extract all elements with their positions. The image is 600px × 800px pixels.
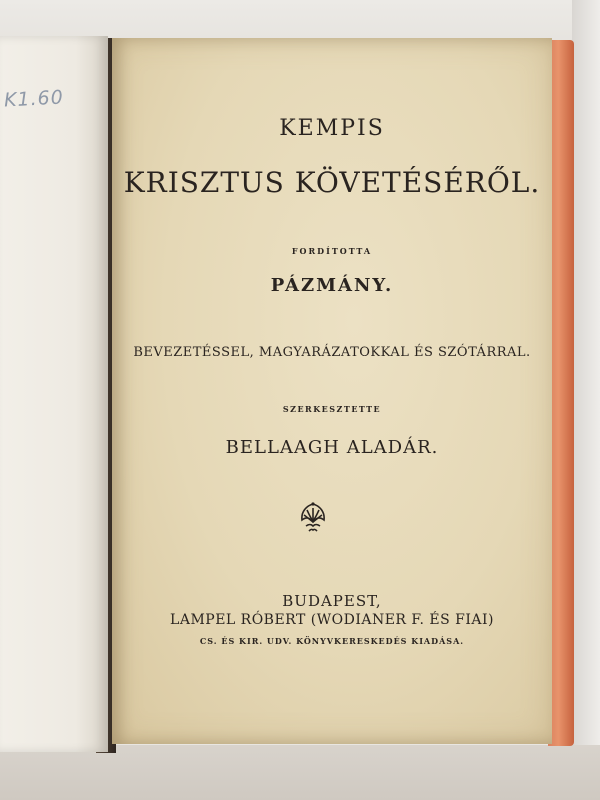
publisher-imprint: CS. ÉS KIR. UDV. KÖNYVKERESKEDÉS KIADÁSA. xyxy=(199,636,465,646)
title-page xyxy=(112,38,552,744)
background-right xyxy=(572,0,600,800)
table-surface xyxy=(0,745,600,800)
floral-ornament-icon xyxy=(294,500,332,536)
book-title: KRISZTUS KÖVETÉSÉRŐL. xyxy=(123,166,541,199)
publisher-name: LAMPEL RÓBERT (WODIANER F. ÉS FIAI) xyxy=(170,612,494,628)
translated-by-label: FORDÍTOTTA xyxy=(291,246,373,256)
translator-name: PÁZMÁNY. xyxy=(270,275,394,296)
edited-by-label: SZERKESZTETTE xyxy=(282,404,382,414)
left-flyleaf xyxy=(0,36,108,752)
pencil-price-note: K1.60 xyxy=(3,86,65,112)
author-name: KEMPIS xyxy=(279,116,385,141)
editor-name: BELLAAGH ALADÁR. xyxy=(225,437,439,458)
book-subtitle: BEVEZETÉSSEL, MAGYARÁZATOKKAL ÉS SZÓTÁRRAL. xyxy=(133,345,531,360)
publication-place: BUDAPEST, xyxy=(282,592,382,610)
